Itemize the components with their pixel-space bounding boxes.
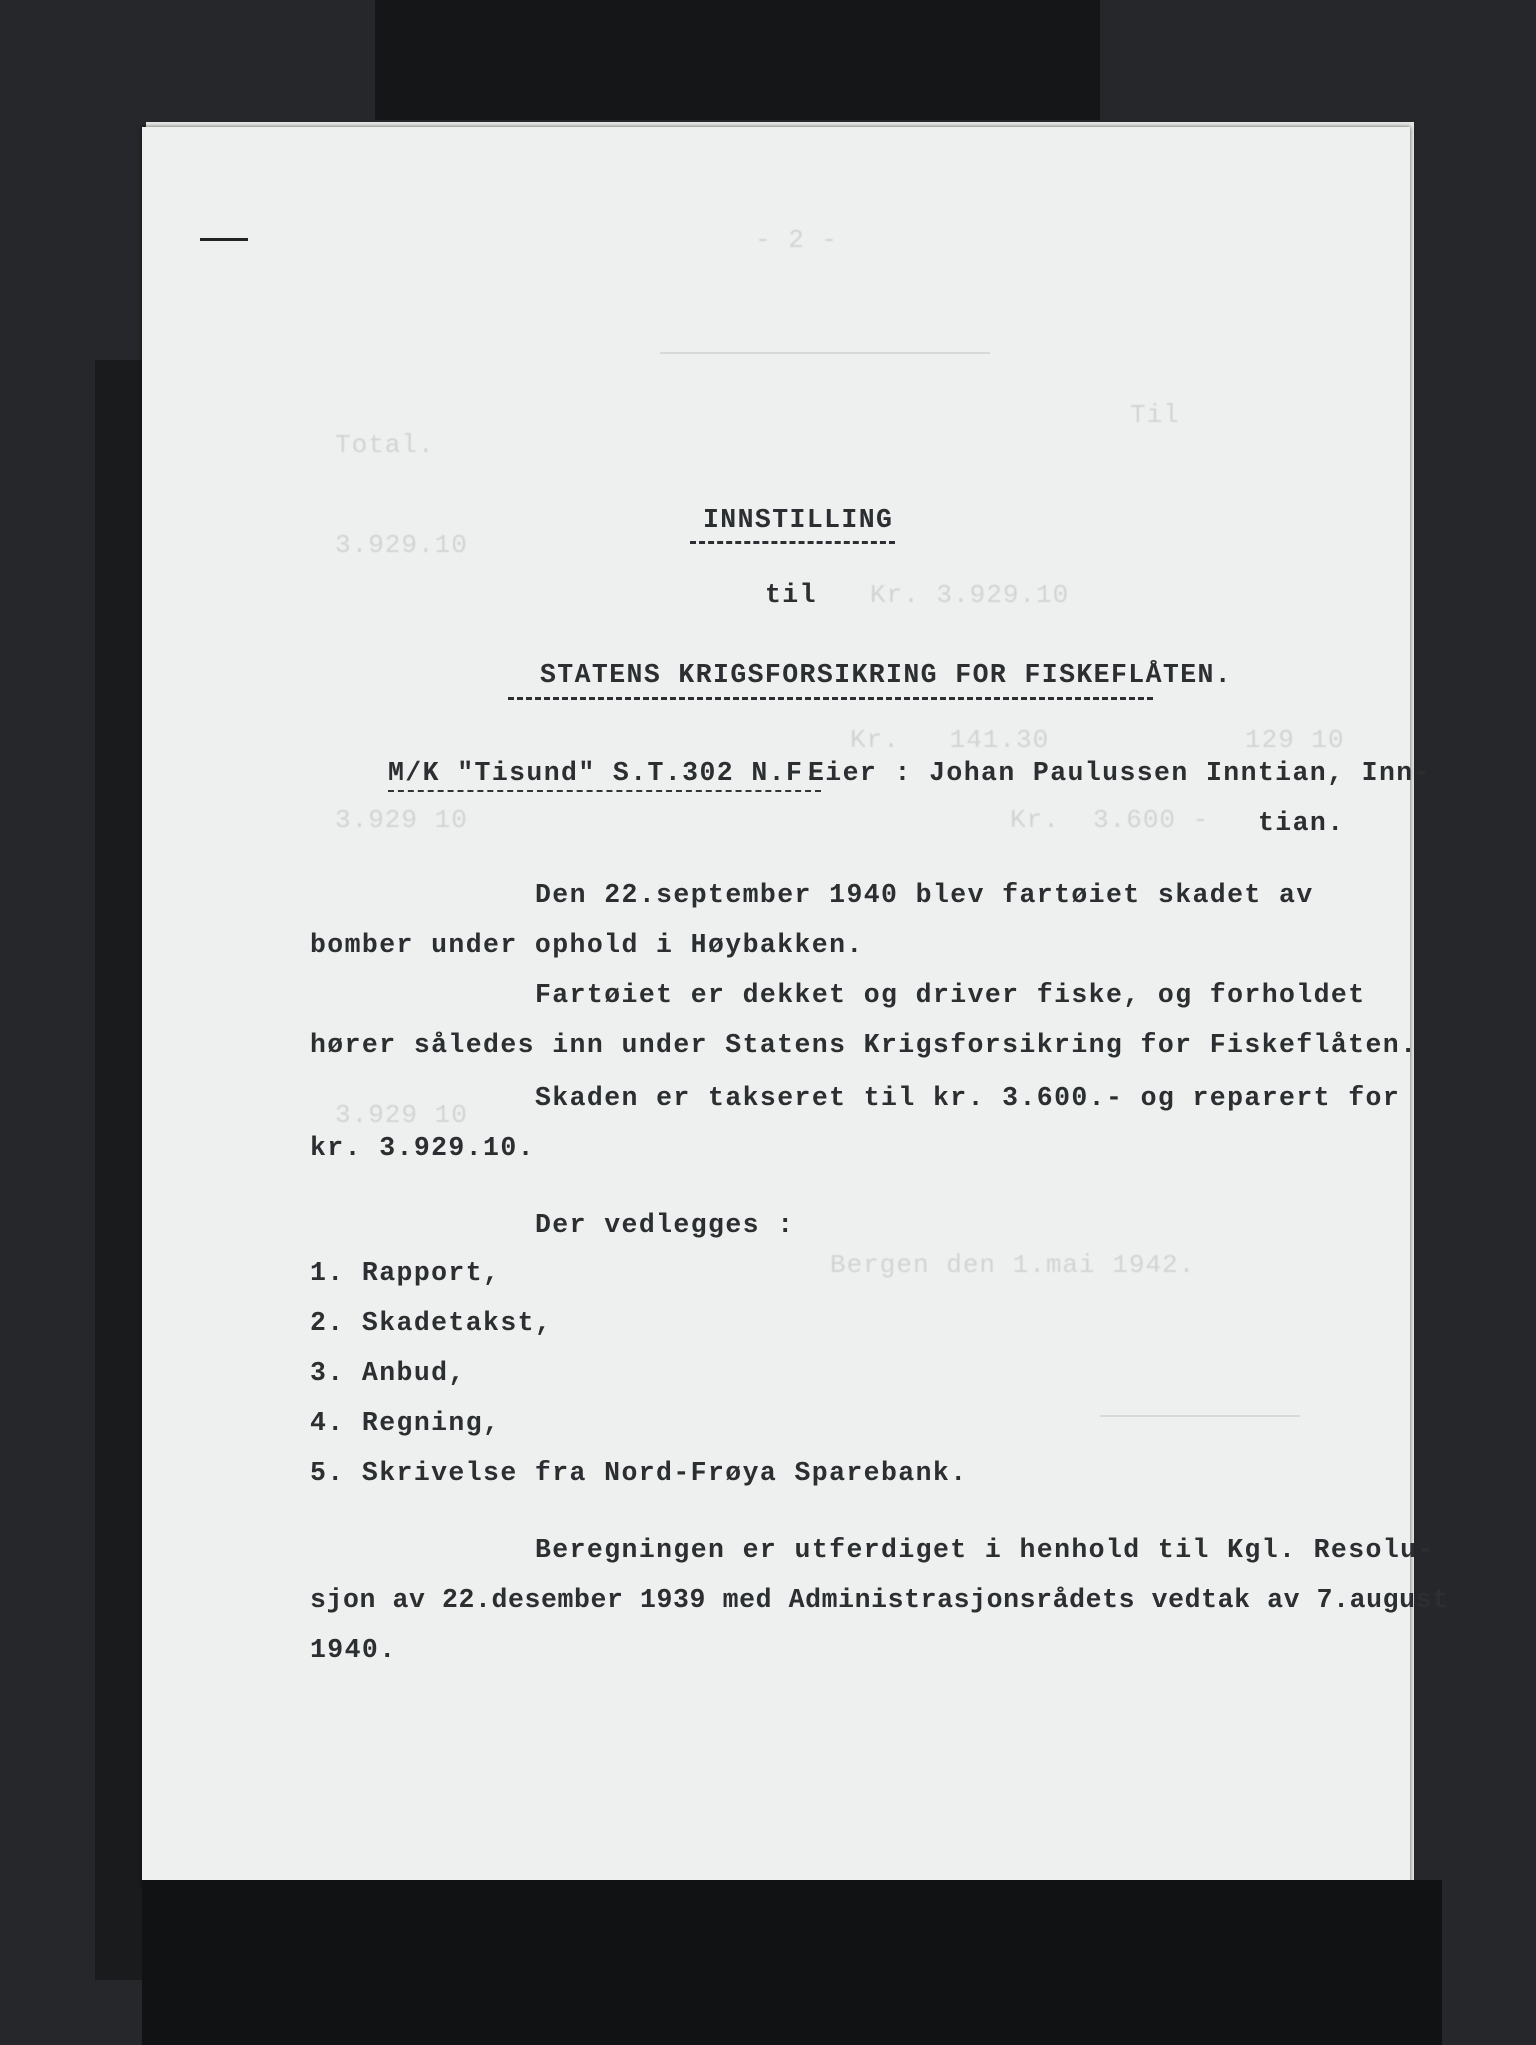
paragraph-2-line-2: hører således inn under Statens Krigsforsikring for Fiskeflåten. — [310, 1030, 1418, 1060]
attachment-item: 2. Skadetakst, — [310, 1308, 553, 1338]
ghost-amount: Kr. 141.30 — [850, 725, 1050, 755]
ghost-total-label: Total. — [335, 430, 435, 460]
attachments-intro: Der vedlegges : — [535, 1210, 795, 1240]
ghost-amount: Kr. 3.600 - — [1010, 805, 1210, 835]
ghost-page-number: - 2 - — [755, 225, 839, 255]
ghost-amount: 3.929.10 — [335, 530, 468, 560]
paragraph-3-line-1: Skaden er takseret til kr. 3.600.- og reparert for — [535, 1083, 1401, 1113]
ghost-underline — [660, 352, 990, 354]
ghost-amount: Kr. 3.929.10 — [870, 580, 1070, 610]
ghost-to-label: Til — [1130, 400, 1180, 430]
attachment-item: 5. Skrivelse fra Nord-Frøya Sparebank. — [310, 1458, 968, 1488]
to-label: til — [765, 580, 817, 610]
heading-underline — [690, 541, 895, 544]
document-heading: INNSTILLING — [703, 505, 894, 535]
paragraph-4-line-1: Beregningen er utferdiget i henhold til Kgl. Resolu- — [535, 1535, 1435, 1565]
attachment-item: 4. Regning, — [310, 1408, 501, 1438]
attachment-item: 1. Rapport, — [310, 1258, 501, 1288]
paragraph-4-line-3: 1940. — [310, 1635, 397, 1665]
paragraph-1-line-1: Den 22.september 1940 blev fartøiet skadet av — [535, 880, 1314, 910]
binder-clip — [375, 0, 1100, 120]
margin-mark — [200, 238, 248, 241]
owner-line: Eier : Johan Paulussen Inntian, Inn- — [808, 758, 1431, 788]
attachment-item: 3. Anbud, — [310, 1358, 466, 1388]
ghost-date: Bergen den 1.mai 1942. — [830, 1250, 1196, 1280]
paragraph-1-line-2: bomber under ophold i Høybakken. — [310, 930, 864, 960]
paragraph-3-line-2: kr. 3.929.10. — [310, 1133, 535, 1163]
owner-line-cont: tian. — [1258, 808, 1345, 838]
ghost-amount: 3.929 10 — [335, 805, 468, 835]
institution-name: STATENS KRIGSFORSIKRING FOR FISKEFLÅTEN. — [540, 660, 1233, 690]
scan-border-bottom — [142, 1880, 1442, 2045]
vessel-id — [388, 758, 821, 788]
ghost-amount: 3.929 10 — [335, 1100, 468, 1130]
ghost-amount: 129 10 — [1245, 725, 1345, 755]
binder-spine — [95, 360, 145, 1980]
paragraph-2-line-1: Fartøiet er dekket og driver fiske, og forholdet — [535, 980, 1366, 1010]
ghost-signature-line — [1100, 1415, 1300, 1417]
paragraph-4-line-2: sjon av 22.desember 1939 med Administrasjonsrådets vedtak av 7.august — [310, 1585, 1449, 1615]
institution-underline — [508, 697, 1153, 700]
vessel-text: M/K "Tisund" S.T.302 N.F. — [388, 758, 821, 792]
